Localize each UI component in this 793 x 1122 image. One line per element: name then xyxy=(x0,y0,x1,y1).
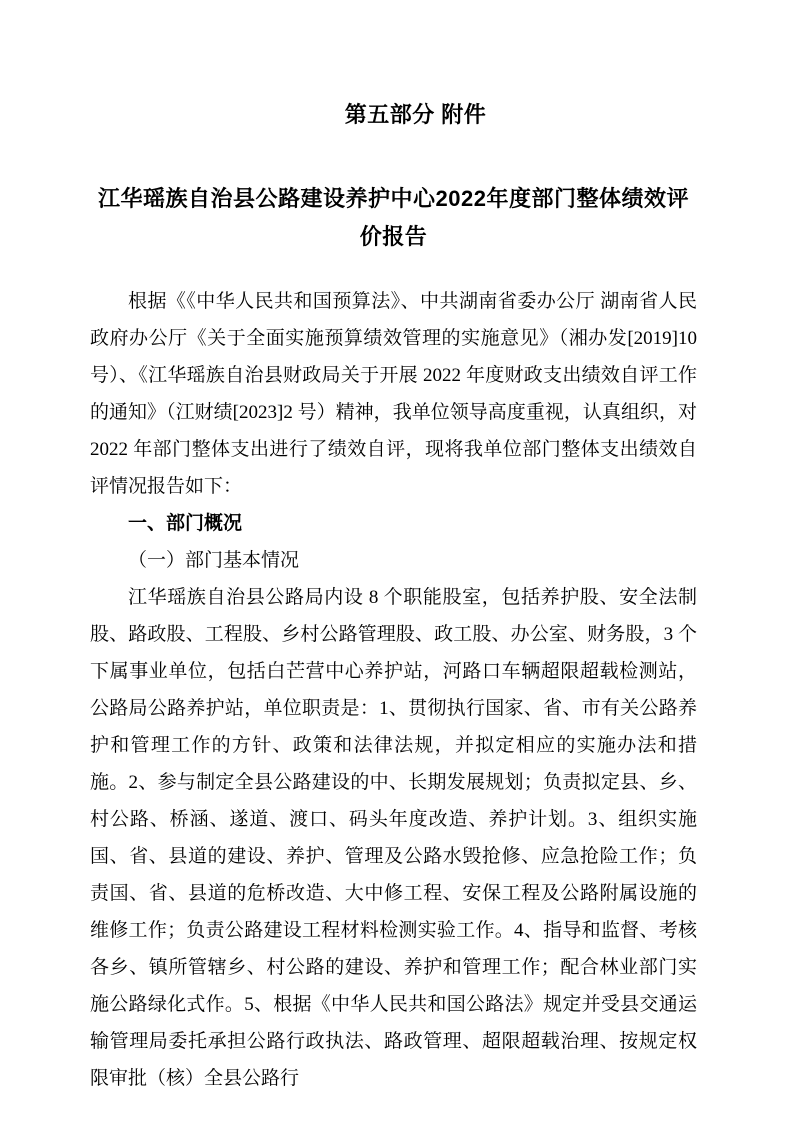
subheading-department-basic-info: （一）部门基本情况 xyxy=(128,550,300,571)
intro-paragraph: 根据《《中华人民共和国预算法》、中共湖南省委办公厅 湖南省人民政府办公厅《关于全面实施预算绩效管理的实施意见》（湘办发[2019]10 号）、《江华瑶族自治县财政局关于开展 2022 年度财政支出绩效自评工作的通知》（江财绩[2023]2 号）精神，我单位领导高度重视，认真组织，对 2022 年部门整体支出进行了绩效自评，现将我单位部门整体支出绩效自评情况报告如下： xyxy=(90,291,697,497)
document-body xyxy=(90,283,697,1097)
section-title: 第五部分 附件 xyxy=(344,102,487,127)
report-title: 江华瑶族自治县公路建设养护中心2022年度部门整体绩效评价报告 xyxy=(98,186,689,249)
department-description-paragraph: 江华瑶族自治县公路局内设 8 个职能股室，包括养护股、安全法制股、路政股、工程股、乡村公路管理股、政工股、办公室、财务股，3 个下属事业单位，包括白芒营中心养护站，河路口车辆超限超载检测站，公路局公路养护站，单位职责是：1、贯彻执行国家、省、市有关公路养护和管理工作的方针、政策和法律法规，并拟定相应的实施办法和措施。2、参与制定全县公路建设的中、长期发展规划；负责拟定县、乡、村公路、桥涵、遂道、渡口、码头年度改造、养护计划。3、组织实施国、省、县道的建设、养护、管理及公路水毁抢修、应急抢险工作；负责国、省、县道的危桥改造、大中修工程、安保工程及公路附属设施的维修工作；负责公路建设工程材料检测实验工作。4、指导和监督、考核各乡、镇所管辖乡、村公路的建设、养护和管理工作；配合林业部门实施公路绿化式作。5、根据《中华人民共和国公路法》规定并受县交通运输管理局委托承担公路行政执法、路政管理、超限超载治理、按规定权限审批（核）全县公路行 xyxy=(90,587,697,1089)
heading-department-overview: 一、部门概况 xyxy=(128,513,243,534)
